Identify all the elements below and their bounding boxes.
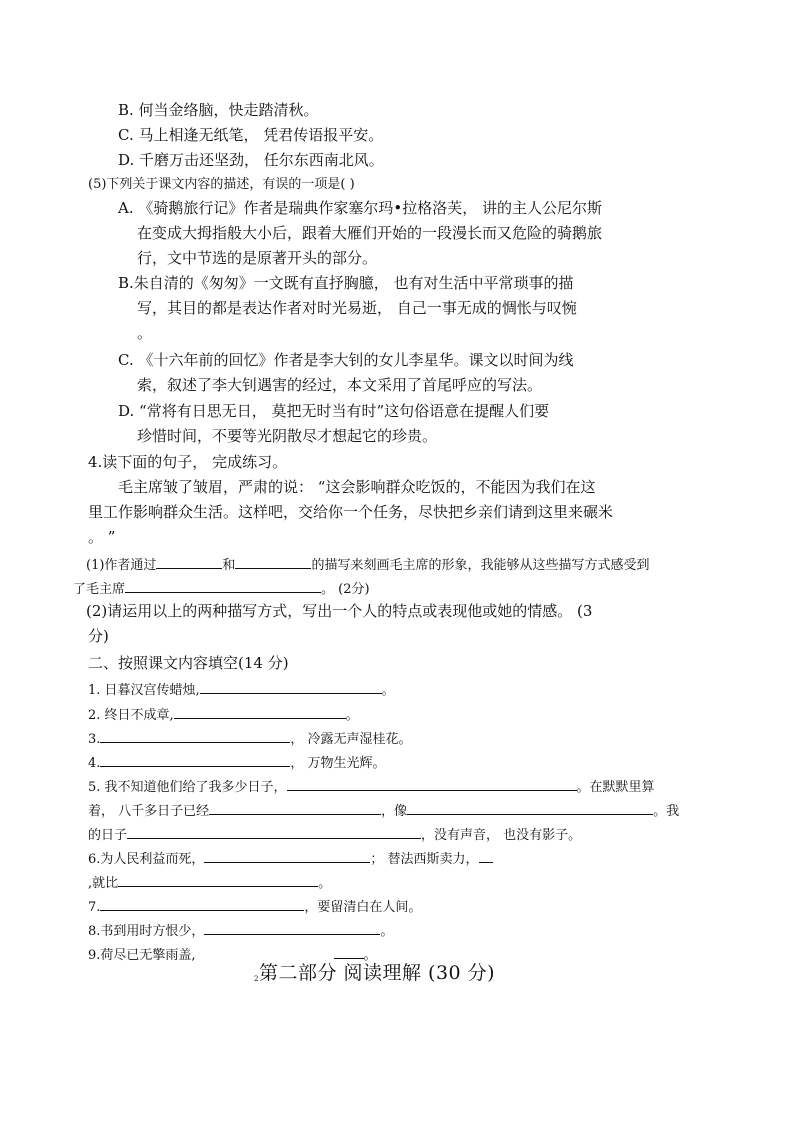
answer-blank[interactable] xyxy=(174,706,346,719)
q5-option-c-line2: 索，叙述了李大钊遇害的经过，本文采用了首尾呼应的写法。 xyxy=(137,376,543,394)
fill-item-6-line1: 6.为人民利益而死， ； 替法西斯卖力， xyxy=(88,850,493,866)
q5-stem: (5)下列关于课文内容的描述，有误的一项是( ) xyxy=(88,177,355,192)
fill-item-6-line2: ,就比 。 xyxy=(88,876,332,891)
q5-option-b-line1: B.朱自清的《匆匆》一文既有直抒胸臆， 也有对生活中平常琐事的描 xyxy=(118,274,574,292)
q5-option-a-line3: 行，文中节选的是原著开头的部分。 xyxy=(137,249,378,267)
q4-sub2-line2: 分) xyxy=(88,627,109,645)
footnote-mark: 2 xyxy=(254,975,259,983)
fill-item-5-line2: 着， 八千多日子已经 ，像 。我 xyxy=(88,804,680,819)
answer-blank[interactable] xyxy=(200,681,382,694)
answer-blank[interactable] xyxy=(127,826,421,839)
fill-item-5-line3: 的日子 ，没有声音， 也没有影子。 xyxy=(88,828,582,843)
q4-passage-line3: 。 ” xyxy=(88,528,116,546)
answer-blank[interactable] xyxy=(407,802,653,815)
q5-option-d-line1: D. “常将有日思无日， 莫把无时当有时”这句俗语意在提醒人们要 xyxy=(118,402,550,420)
answer-blank[interactable] xyxy=(100,754,290,767)
q5-option-b-line2: 写，其目的都是表达作者对时光易逝， 自己一事无成的惆怅与叹惋 xyxy=(137,299,577,317)
q4-sub2-line1: (2)请运用以上的两种描写方式，写出一个人的特点或表现他或她的情感。 (3 xyxy=(86,602,593,620)
q5-option-c-line1: C. 《十六年前的回忆》作者是李大钊的女儿李星华。课文以时间为线 xyxy=(118,351,574,369)
q4-sub1-line2: 了毛主席 。 (2分) xyxy=(73,582,370,597)
fill-item-1: 1. 日暮汉宫传蜡烛, 。 xyxy=(88,683,395,698)
fill-item-3: 3. ， 冷露无声湿桂花。 xyxy=(88,732,412,747)
option-c: C. 马上相逢无纸笔， 凭君传语报平安。 xyxy=(118,126,384,144)
answer-blank[interactable] xyxy=(287,778,577,791)
answer-blank[interactable] xyxy=(479,850,493,863)
q4-passage-line2: 里工作影响群众生活。这样吧，交给你一个任务，尽快把乡亲们请到这里来碾米 xyxy=(88,503,614,521)
answer-blank[interactable] xyxy=(125,580,321,593)
answer-blank[interactable] xyxy=(118,874,318,887)
section-heading: 二、按照课文内容填空(14 分) xyxy=(88,654,289,672)
part-two-title: 2第二部分 阅读理解 (30 分) xyxy=(254,962,496,984)
answer-blank[interactable] xyxy=(156,556,222,569)
fill-item-7: 7. ，要留清白在人间。 xyxy=(88,900,422,915)
q4-sub1-line1: (1)作者通过 和 的描写来刻画毛主席的形象，我能够从这些描写方式感受到 xyxy=(86,558,650,573)
fill-item-5-line1: 5. 我不知道他们给了我多少日子， 。在默默里算 xyxy=(88,780,655,795)
answer-blank[interactable] xyxy=(100,730,290,743)
q5-option-a-line2: 在变成大拇指般大小后，跟着大雁们开始的一段漫长而又危险的骑鹅旅 xyxy=(137,224,603,242)
answer-blank[interactable] xyxy=(204,850,370,863)
fill-item-4: 4. ， 万物生光辉。 xyxy=(88,756,386,771)
option-b: B. 何当金络脑，快走踏清秋。 xyxy=(118,101,319,119)
fill-item-9: 9.荷尽已无擎雨盖, 。 xyxy=(88,948,377,963)
fill-item-8: 8.书到用时方恨少， 。 xyxy=(88,924,394,939)
q5-option-b-line3: 。 xyxy=(137,324,153,342)
q5-option-a-line1: A. 《骑鹅旅行记》作者是瑞典作家塞尔玛•拉格洛芙， 讲的主人公尼尔斯 xyxy=(118,199,602,217)
option-d: D. 千磨万击还坚劲， 任尔东西南北风。 xyxy=(118,151,384,169)
answer-blank[interactable] xyxy=(334,946,364,959)
answer-blank[interactable] xyxy=(209,802,381,815)
q4-passage-line1: 毛主席皱了皱眉，严肃的说： “这会影响群众吃饭的，不能因为我们在这 xyxy=(118,478,596,496)
q5-option-d-line2: 珍惜时间，不要等光阴散尽才想起它的珍贵。 xyxy=(137,427,438,445)
answer-blank[interactable] xyxy=(100,898,304,911)
answer-blank[interactable] xyxy=(235,556,311,569)
answer-blank[interactable] xyxy=(204,922,380,935)
fill-item-2: 2. 终日不成章, 。 xyxy=(88,708,359,723)
q4-stem: 4.读下面的句子， 完成练习。 xyxy=(88,453,288,471)
